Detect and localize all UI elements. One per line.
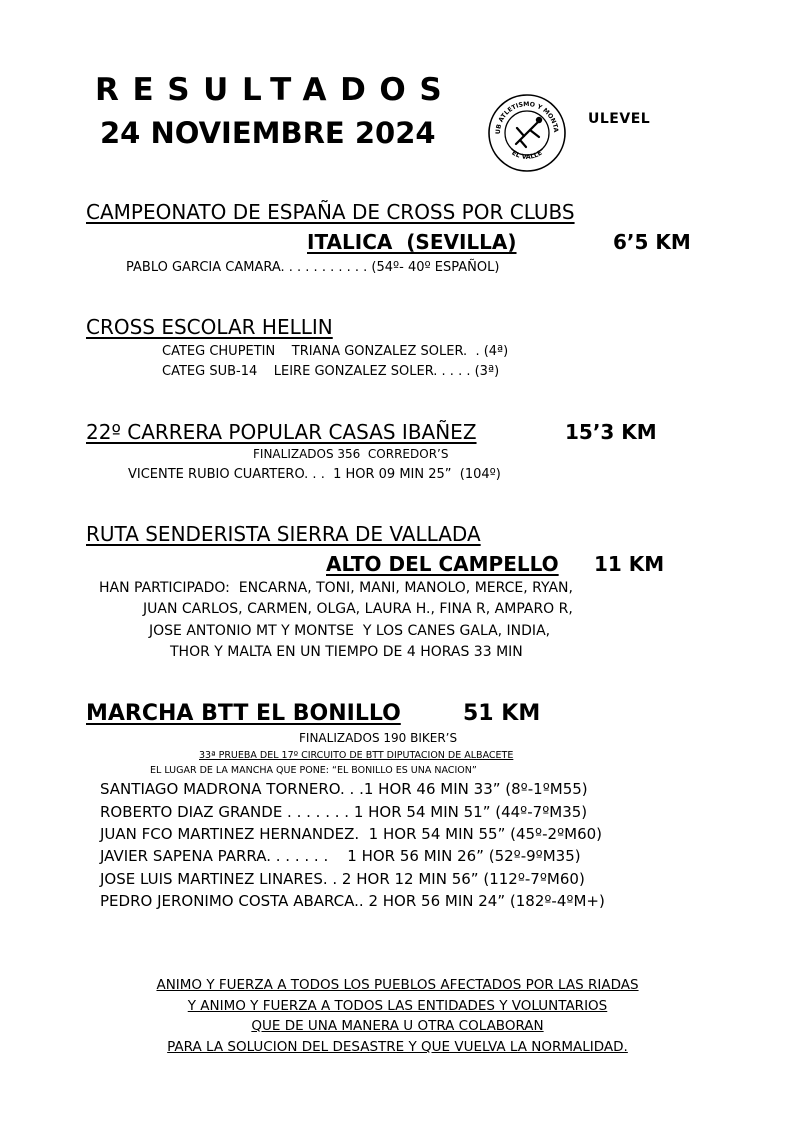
result-line: JAVIER SAPENA PARRA. . . . . . . 1 HOR 56 MIN 26” (52º-9ºM35)	[100, 847, 581, 865]
distance-casas-ibanez: 15’3 KM	[565, 420, 657, 444]
section-heading-btt: MARCHA BTT EL BONILLO	[86, 701, 401, 726]
result-line: JOSE LUIS MARTINEZ LINARES. . 2 HOR 12 MIN 56” (112º-7ºM60)	[100, 870, 585, 888]
logo-text-bottom: "EL VALLE"	[507, 146, 547, 161]
result-line: JUAN FCO MARTINEZ HERNANDEZ. 1 HOR 54 MIN 55” (45º-2ºM60)	[100, 825, 603, 843]
footer-line: Y ANIMO Y FUERZA A TODOS LAS ENTIDADES Y VOLUNTARIOS	[187, 998, 608, 1014]
result-line: PEDRO JERONIMO COSTA ABARCA.. 2 HOR 56 MIN 24” (182º-4ºM+)	[100, 892, 605, 910]
distance-italica: 6’5 KM	[613, 230, 691, 254]
result-line: CATEG CHUPETIN TRIANA GONZALEZ SOLER. . (4ª)	[162, 344, 509, 359]
result-line: CATEG SUB-14 LEIRE GONZALEZ SOLER. . . . . (3ª)	[162, 364, 500, 379]
result-line: PABLO GARCIA CAMARA. . . . . . . . . . . (54º- 40º ESPAÑOL)	[126, 260, 500, 275]
brand-logo: ULEVEL	[588, 111, 651, 127]
club-logo	[476, 73, 560, 161]
section-heading-casas-ibanez: 22º CARRERA POPULAR CASAS IBAÑEZ	[86, 420, 477, 444]
section-heading-cross-clubs: CAMPEONATO DE ESPAÑA DE CROSS POR CLUBS	[86, 200, 575, 224]
participants-line: HAN PARTICIPADO: ENCARNA, TONI, MANI, MANOLO, MERCE, RYAN,	[99, 580, 573, 596]
participants-line: JOSE ANTONIO MT Y MONTSE Y LOS CANES GALA, INDIA,	[149, 623, 551, 639]
distance-ruta: 11 KM	[594, 552, 665, 576]
footer-line: QUE DE UNA MANERA U OTRA COLABORAN	[251, 1018, 544, 1034]
result-line: VICENTE RUBIO CUARTERO. . . 1 HOR 09 MIN 25” (104º)	[128, 467, 501, 482]
finished-count: FINALIZADOS 356 CORREDOR’S	[253, 447, 449, 461]
page-title: RESULTADOS	[95, 72, 456, 108]
svg-text:"EL VALLE"	[508, 147, 547, 161]
place-note: EL LUGAR DE LA MANCHA QUE PONE: “EL BONILLO ES UNA NACION”	[150, 765, 477, 776]
section-heading-ruta: RUTA SENDERISTA SIERRA DE VALLADA	[86, 522, 481, 546]
logo-text-top: UB ATLETISMO Y MONTA	[495, 100, 560, 135]
finished-count: FINALIZADOS 190 BIKER’S	[299, 731, 458, 745]
result-line: ROBERTO DIAZ GRANDE . . . . . . . 1 HOR 54 MIN 51” (44º-7ºM35)	[100, 803, 588, 821]
result-line: SANTIAGO MADRONA TORNERO. . .1 HOR 46 MIN 33” (8º-1ºM55)	[100, 780, 588, 798]
circuit-note: 33ª PRUEBA DEL 17º CIRCUITO DE BTT DIPUTACION DE ALBACETE	[199, 750, 514, 761]
section-subheading-italica: ITALICA (SEVILLA)	[307, 230, 517, 254]
footer-line: PARA LA SOLUCION DEL DESASTRE Y QUE VUELVA LA NORMALIDAD.	[167, 1039, 628, 1055]
participants-line: JUAN CARLOS, CARMEN, OLGA, LAURA H., FINA R, AMPARO R,	[143, 601, 573, 617]
page-date: 24 NOVIEMBRE 2024	[100, 116, 436, 150]
participants-line: THOR Y MALTA EN UN TIEMPO DE 4 HORAS 33 MIN	[170, 644, 523, 660]
distance-btt: 51 KM	[463, 701, 541, 726]
footer-line: ANIMO Y FUERZA A TODOS LOS PUEBLOS AFECTADOS POR LAS RIADAS	[156, 977, 639, 993]
section-subheading-campello: ALTO DEL CAMPELLO	[326, 552, 559, 576]
section-heading-cross-escolar: CROSS ESCOLAR HELLIN	[86, 315, 333, 339]
